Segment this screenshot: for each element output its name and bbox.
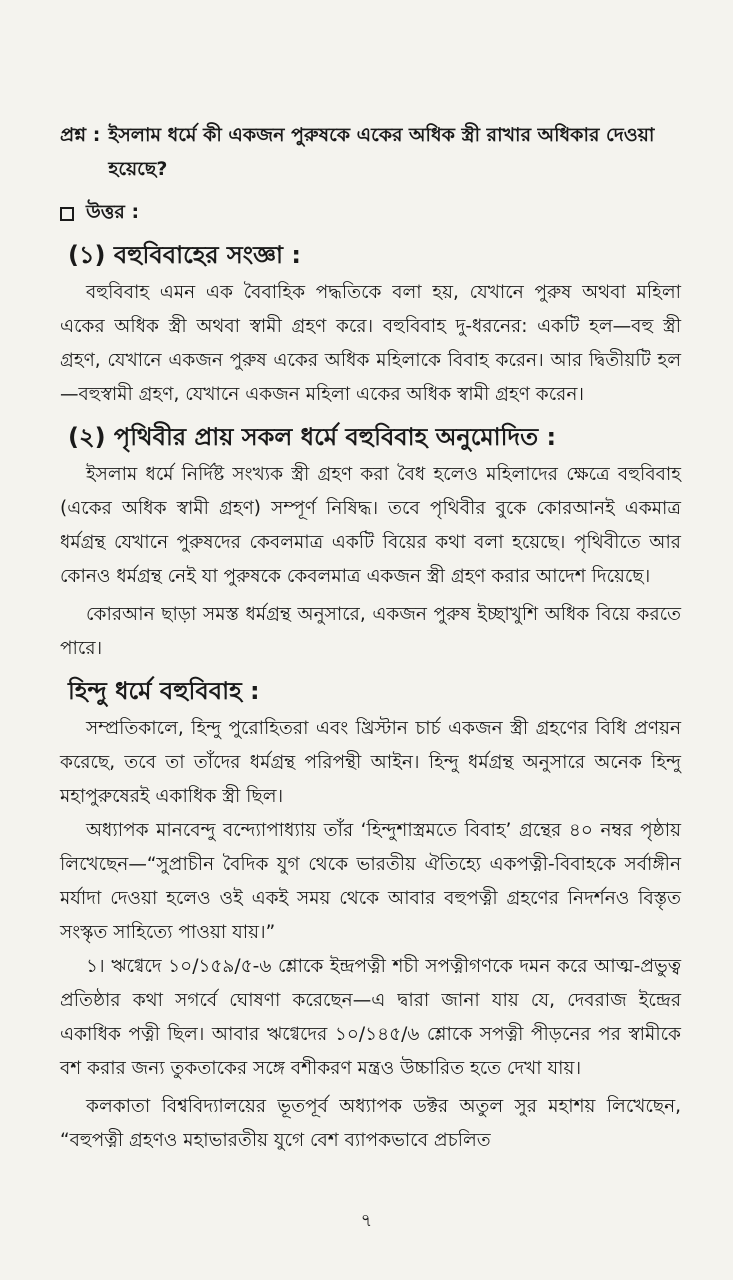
page-number: ৭ — [360, 1210, 373, 1231]
section-heading-hinduism: হিন্দু ধর্মে বহুবিবাহ : — [68, 677, 260, 705]
paragraph: সম্প্রতিকালে, হিন্দু পুরোহিতরা এবং খ্রিস্টান চার্চ একজন স্ত্রী গ্রহণের বিধি প্রণয়ন করেছে, তবে তা তাঁদের ধর্মগ্রন্থ পরিপন্থী আইন। হিন্দু ধর্মগ্রন্থ অনুসারে অনেক হিন্দু মহাপুরুষেরই একাধিক স্ত্রী ছিল। — [60, 718, 681, 807]
question-block — [60, 118, 681, 186]
section-heading-religions: (২) পৃথিবীর প্রায় সকল ধর্মে বহুবিবাহ অনুমোদিত : — [68, 423, 557, 451]
question-label: প্রশ্ন : — [60, 124, 101, 146]
question-text: ইসলাম ধর্মে কী একজন পুরুষকে একের অধিক স্ত্রী রাখার অধিকার দেওয়া হয়েছে? — [108, 124, 655, 180]
paragraph: কোরআন ছাড়া সমস্ত ধর্মগ্রন্থ অনুসারে, একজন পুরুষ ইচ্ছাখুশি অধিক বিয়ে করতে পারে। — [60, 604, 681, 659]
paragraph: কলকাতা বিশ্ববিদ্যালয়ের ভূতপূর্ব অধ্যাপক ডক্টর অতুল সুর মহাশয় লিখেছেন, “বহুপত্নী গ্রহণও মহাভারতীয় যুগে বেশ ব্যাপকভাবে প্রচলিত — [60, 1096, 681, 1151]
section-heading-definition: (১) বহুবিবাহের সংজ্ঞা : — [68, 241, 301, 269]
paragraph: ১। ঋগ্বেদে ১০/১৫৯/৫-৬ শ্লোকে ইন্দ্রপত্নী শচী সপত্নীগণকে দমন করে আত্ম-প্রভুত্ব প্রতিষ্ঠার কথা সগর্বে ঘোষণা করেছেন—এ দ্বারা জানা যায় যে, দেবরাজ ইন্দ্রের একাধিক পত্নী ছিল। আবার ঋগ্বেদের ১০/১৪৫/৬ শ্লোকে সপত্নী পীড়নের পর স্বামীকে বশ করার জন্য তুকতাকের সঙ্গে বশীকরণ মন্ত্রও উচ্চারিত হতে দেখা যায়। — [60, 956, 681, 1079]
paragraph: ইসলাম ধর্মে নির্দিষ্ট সংখ্যক স্ত্রী গ্রহণ করা বৈধ হলেও মহিলাদের ক্ষেত্রে বহুবিবাহ (একের অধিক স্বামী গ্রহণ) সম্পূর্ণ নিষিদ্ধ। তবে পৃথিবীর বুকে কোরআনই একমাত্র ধর্মগ্রন্থ যেখানে পুরুষদের কেবলমাত্র একটি বিয়ের কথা বলা হয়েছে। পৃথিবীতে আর কোনও ধর্মগ্রন্থ নেই যা পুরুষকে কেবলমাত্র একজন স্ত্রী গ্রহণ করার আদেশ দিয়েছে। — [60, 464, 681, 587]
answer-label: উত্তর : — [86, 201, 140, 223]
answer-label-row — [60, 198, 681, 230]
paragraph: বহুবিবাহ এমন এক বৈবাহিক পদ্ধতিকে বলা হয়, যেখানে পুরুষ অথবা মহিলা একের অধিক স্ত্রী অথবা স্বামী গ্রহণ করে। বহুবিবাহ দু-ধরনের: একটি হল—বহু স্ত্রী গ্রহণ, যেখানে একজন পুরুষ একের অধিক মহিলাকে বিবাহ করেন। আর দ্বিতীয়টি হল—বহুস্বামী গ্রহণ, যেখানে একজন মহিলা একের অধিক স্বামী গ্রহণ করেন। — [60, 282, 681, 405]
checkbox-icon — [60, 207, 74, 221]
paragraph: অধ্যাপক মানবেন্দু বন্দ্যোপাধ্যায় তাঁর ‘হিন্দুশাস্ত্রমতে বিবাহ’ গ্রন্থের ৪০ নম্বর পৃষ্ঠায় লিখেছেন—“সুপ্রাচীন বৈদিক যুগ থেকে ভারতীয় ঐতিহ্যে একপত্নী-বিবাহকে সর্বাঙ্গীন মর্যাদা দেওয়া হলেও ওই একই সময় থেকে আবার বহুপত্নী গ্রহণের নিদর্শনও বিস্তৃত সংস্কৃত সাহিত্যে পাওয়া যায়।” — [60, 820, 681, 943]
